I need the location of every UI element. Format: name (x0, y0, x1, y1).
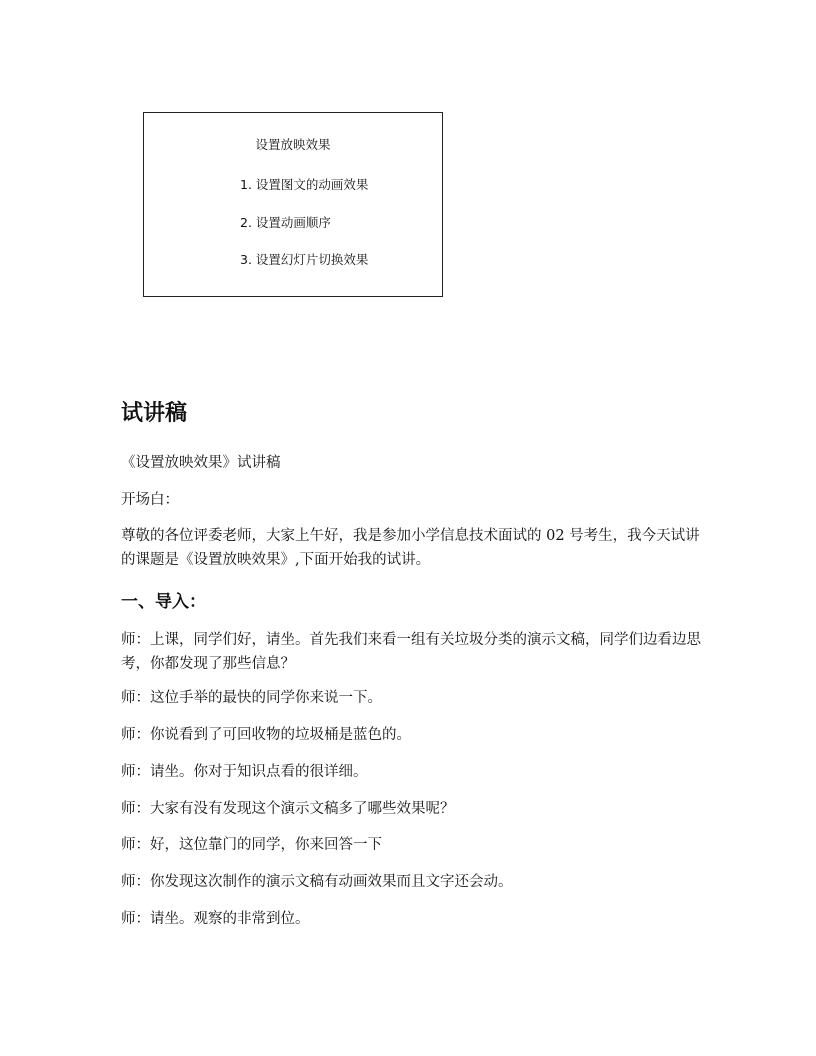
slide-item: 3. 设置幻灯片切换效果 (240, 252, 369, 267)
paragraph: 师：请坐。你对于知识点看的很详细。 (121, 764, 368, 780)
paragraph: 师：大家有没有发现这个演示文稿多了哪些效果呢？ (121, 801, 455, 817)
paragraph: 师：好，这位靠门的同学，你来回答一下 (121, 837, 382, 853)
paragraph: 师：这位手举的最快的同学你来说一下。 (121, 690, 382, 706)
slide-title: 设置放映效果 (255, 137, 331, 152)
slide-preview (143, 112, 443, 297)
document-title: 试讲稿 (121, 401, 188, 426)
paragraph: 师：上课，同学们好，请坐。首先我们来看一组有关垃圾分类的演示文稿，同学们边看边思考，你都发现了那些信息？ (121, 632, 701, 672)
section-heading-intro: 一、导入： (121, 592, 206, 612)
document-subtitle: 《设置放映效果》试讲稿 (121, 455, 281, 471)
opening-label: 开场白： (121, 492, 179, 508)
slide-item: 1. 设置图文的动画效果 (240, 177, 369, 192)
slide-item: 2. 设置动画顺序 (240, 215, 331, 230)
paragraph: 师：请坐。观察的非常到位。 (121, 911, 310, 927)
opening-paragraph: 尊敬的各位评委老师，大家上午好，我是参加小学信息技术面试的 02 号考生，我今天试讲的课题是《设置放映效果》,下面开始我的试讲。 (121, 528, 700, 568)
paragraph: 师：你说看到了可回收物的垃圾桶是蓝色的。 (121, 727, 411, 743)
paragraph: 师：你发现这次制作的演示文稿有动画效果而且文字还会动。 (121, 874, 513, 890)
